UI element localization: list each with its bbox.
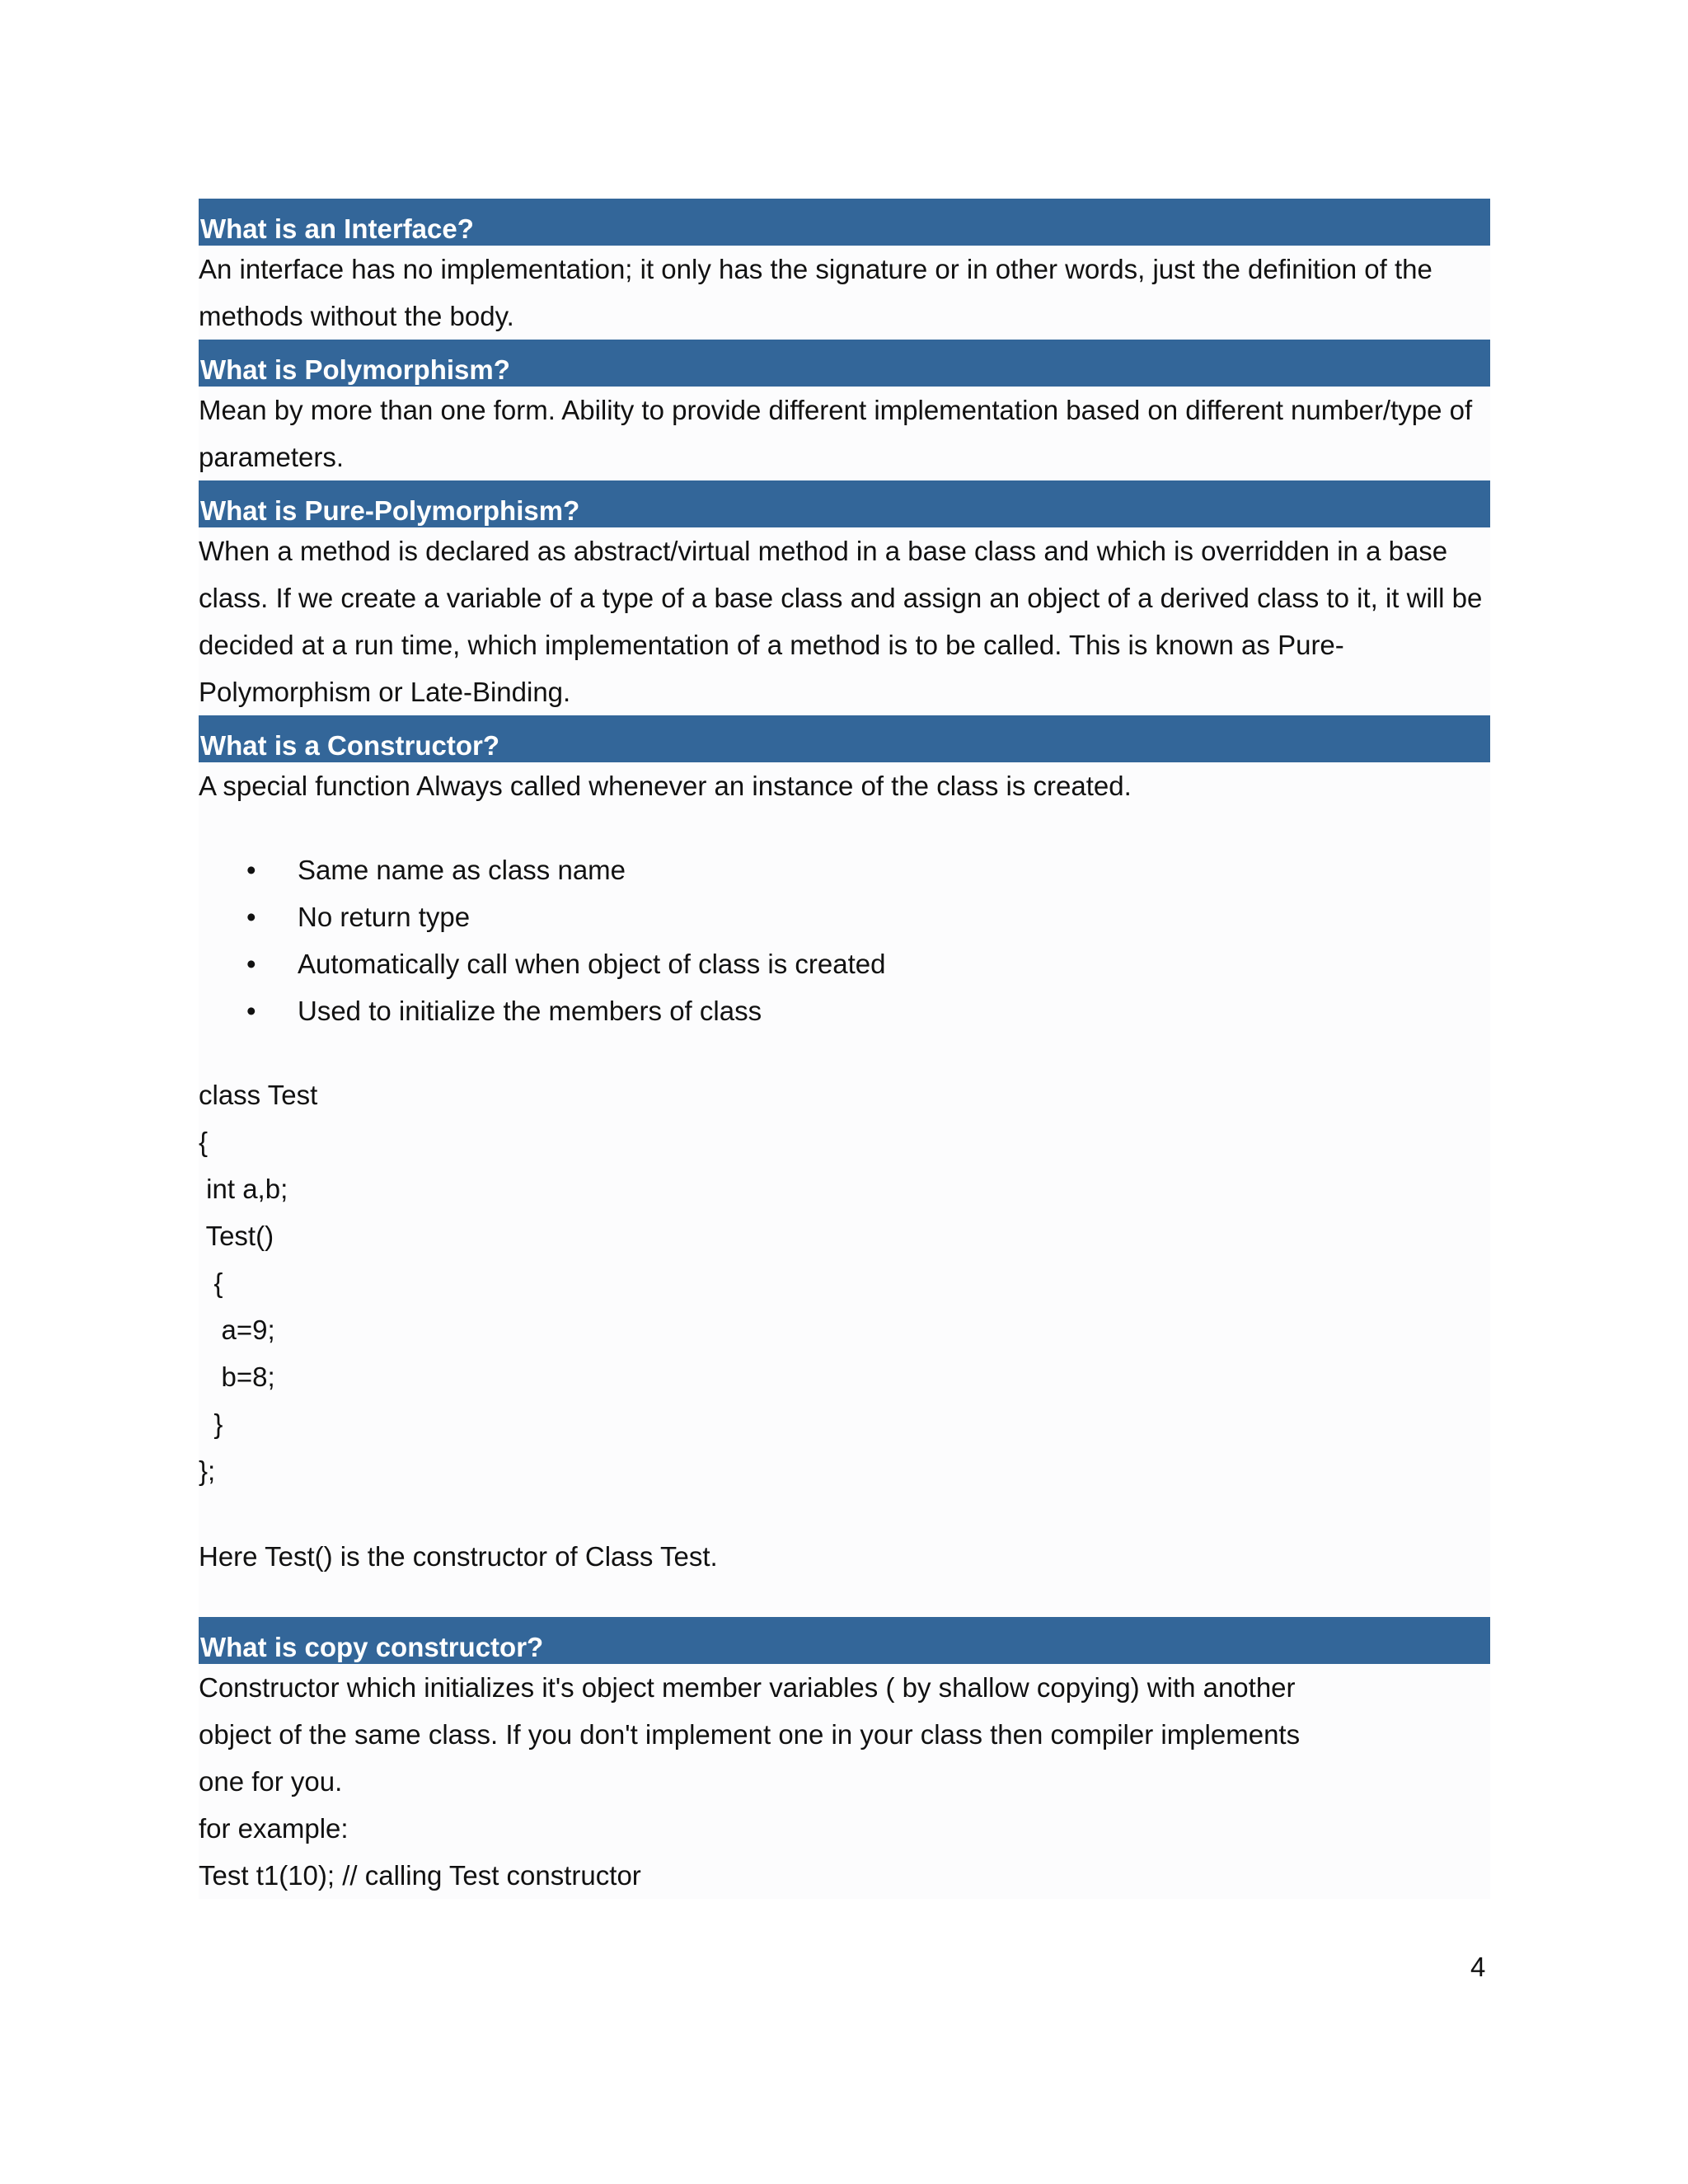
copy-constructor-example-code: Test t1(10); // calling Test constructor: [199, 1860, 641, 1891]
bullet-icon: •: [246, 949, 256, 979]
code-line: class Test: [199, 1080, 318, 1110]
list-item: [199, 846, 1490, 893]
spacer: [199, 1580, 1490, 1617]
list-item-text: No return type: [298, 902, 471, 932]
page-number: 4: [1470, 1952, 1486, 1982]
code-line: };: [199, 1455, 216, 1486]
code-example: [199, 1071, 1490, 1494]
list-item-text: Same name as class name: [298, 855, 626, 885]
code-line: b=8;: [199, 1361, 275, 1392]
section-constructor-body: [199, 762, 1490, 1617]
code-line: }: [199, 1408, 223, 1439]
list-item: [199, 893, 1490, 940]
section-polymorphism-body: [199, 387, 1490, 480]
heading-constructor: What is a Constructor?: [199, 715, 1490, 762]
constructor-intro: A special function Always called whenever an instance of the class is created.: [199, 771, 1132, 801]
polymorphism-paragraph: Mean by more than one form. Ability to provide different implementation based on different number/type of parameters.: [199, 395, 1473, 472]
code-line: {: [199, 1268, 223, 1298]
copy-constructor-paragraph: Constructor which initializes it's object member variables ( by shallow copying) with another object of the same class. If you don't implement one in your class then compiler implements one for you.: [199, 1672, 1301, 1797]
list-item-text: Automatically call when object of class is created: [298, 949, 886, 979]
spacer: [199, 1034, 1490, 1071]
heading-copy-constructor: What is copy constructor?: [199, 1617, 1490, 1664]
code-line: Test(): [199, 1221, 274, 1251]
heading-polymorphism: What is Polymorphism?: [199, 340, 1490, 387]
list-item: [199, 940, 1490, 987]
spacer: [199, 1494, 1490, 1533]
interface-paragraph: An interface has no implementation; it only has the signature or in other words, just the definition of the methods without the body.: [199, 254, 1432, 331]
section-copy-constructor-body: [199, 1664, 1490, 1899]
bullet-icon: •: [246, 855, 256, 885]
section-pure-polymorphism-body: [199, 527, 1490, 715]
copy-constructor-example-label: for example:: [199, 1813, 349, 1844]
code-line: int a,b;: [199, 1174, 288, 1204]
heading-pure-polymorphism: What is Pure-Polymorphism?: [199, 480, 1490, 527]
pure-polymorphism-paragraph: When a method is declared as abstract/virtual method in a base class and which is overridden in a base class. If we create a variable of a type of a base class and assign an object of a derived class to it, it will be decided at a run time, which implementation of a method is to be called. This is known as Pure-Polymorphism or Late-Binding.: [199, 536, 1483, 707]
constructor-properties-list: [199, 846, 1490, 1034]
constructor-note: Here Test() is the constructor of Class Test.: [199, 1541, 718, 1572]
code-line: {: [199, 1127, 209, 1157]
list-item: [199, 987, 1490, 1034]
page-content: [199, 199, 1490, 1899]
code-line: a=9;: [199, 1315, 275, 1345]
heading-interface: What is an Interface?: [199, 199, 1490, 246]
list-item-text: Used to initialize the members of class: [298, 996, 762, 1026]
bullet-icon: •: [246, 902, 256, 932]
bullet-icon: •: [246, 996, 256, 1026]
section-interface-body: [199, 246, 1490, 340]
spacer: [199, 809, 1490, 846]
